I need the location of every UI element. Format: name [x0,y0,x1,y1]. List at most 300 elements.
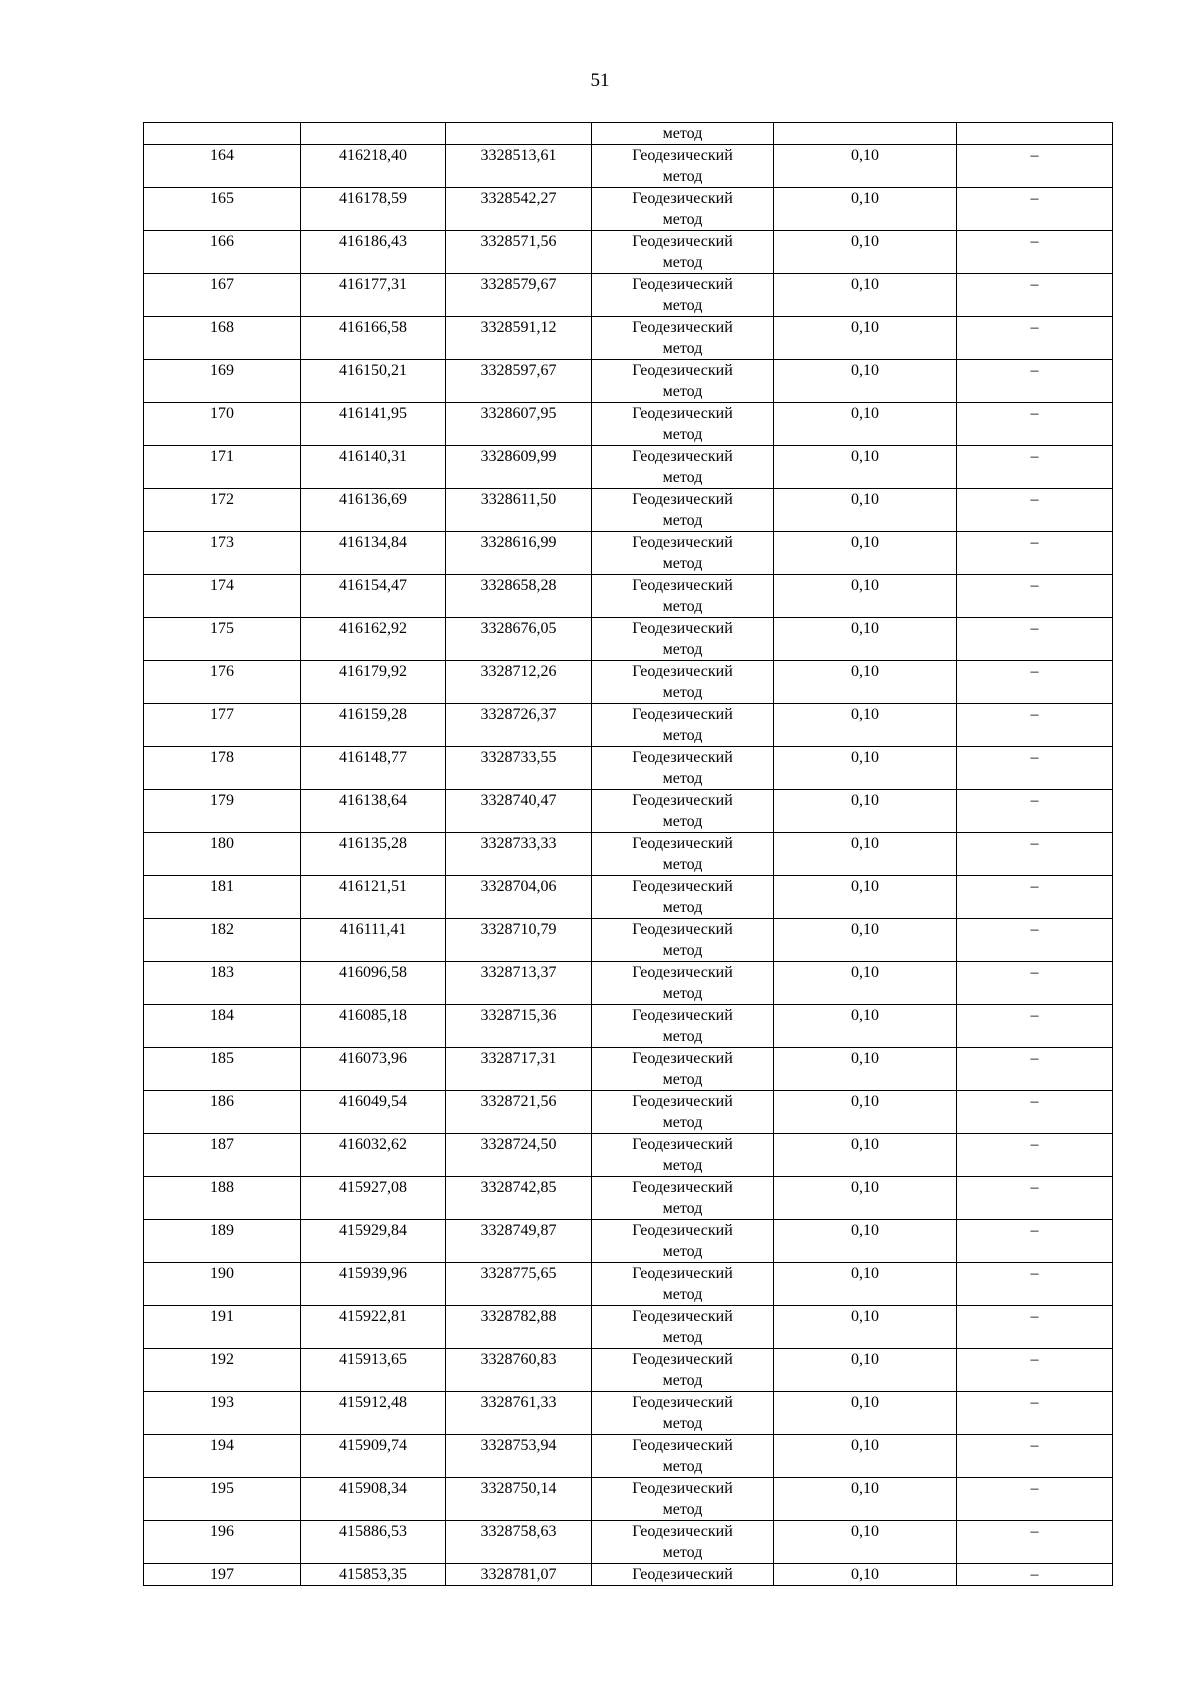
method-line-2: метод [662,1243,703,1260]
table-row [144,833,1113,876]
method-line-1: Геодезический [632,1007,733,1024]
cell-number: 195 [144,1478,301,1521]
cell-number: 194 [144,1435,301,1478]
cell-x: 415939,96 [301,1263,446,1306]
table-row [144,231,1113,274]
cell-method [592,1048,774,1091]
table-row [144,1048,1113,1091]
cell-method [592,747,774,790]
method-line-2: метод [662,1114,703,1131]
method-line-1: Геодезический [632,577,733,594]
method-line-2: метод [662,1501,703,1518]
cell-number [144,123,301,145]
cell-method [592,1220,774,1263]
cell-x: 416166,58 [301,317,446,360]
cell-method [592,489,774,532]
cell-x: 416134,84 [301,532,446,575]
cell-description: – [957,1177,1113,1220]
method-line-1: Геодезический [632,620,733,637]
cell-x: 416073,96 [301,1048,446,1091]
cell-precision: 0,10 [774,833,957,876]
method-line-1: Геодезический [632,706,733,723]
cell-number: 188 [144,1177,301,1220]
cell-y: 3328733,55 [446,747,592,790]
cell-number: 174 [144,575,301,618]
cell-method [592,1306,774,1349]
cell-precision: 0,10 [774,1349,957,1392]
cell-x: 416140,31 [301,446,446,489]
table-row [144,661,1113,704]
cell-y: 3328761,33 [446,1392,592,1435]
cell-y [446,123,592,145]
cell-number: 190 [144,1263,301,1306]
cell-precision: 0,10 [774,1177,957,1220]
method-line-1: Геодезический [632,1050,733,1067]
cell-description: – [957,317,1113,360]
cell-description: – [957,1048,1113,1091]
cell-description: – [957,1478,1113,1521]
cell-description: – [957,188,1113,231]
cell-y: 3328781,07 [446,1564,592,1586]
method-line-1: Геодезический [632,276,733,293]
cell-method [592,661,774,704]
cell-x: 416121,51 [301,876,446,919]
method-line-1: Геодезический [632,1222,733,1239]
cell-number: 182 [144,919,301,962]
method-line-1: Геодезический [632,147,733,164]
table-row [144,1134,1113,1177]
cell-description: – [957,876,1113,919]
cell-description: – [957,274,1113,317]
cell-description: – [957,1134,1113,1177]
cell-x: 416178,59 [301,188,446,231]
cell-precision: 0,10 [774,1521,957,1564]
method-line-2: метод [662,684,703,701]
cell-number: 187 [144,1134,301,1177]
cell-precision: 0,10 [774,1564,957,1586]
cell-precision: 0,10 [774,1435,957,1478]
table-row [144,1263,1113,1306]
cell-method [592,274,774,317]
cell-method [592,360,774,403]
cell-x: 416032,62 [301,1134,446,1177]
cell-method: метод [592,123,774,145]
table-row-continuation [144,123,1113,145]
method-line-1: Геодезический [632,964,733,981]
method-line-1: Геодезический [632,878,733,895]
cell-y: 3328740,47 [446,790,592,833]
cell-precision: 0,10 [774,446,957,489]
cell-method [592,446,774,489]
table-row [144,1177,1113,1220]
method-line-2: метод [662,168,703,185]
cell-y: 3328750,14 [446,1478,592,1521]
cell-precision: 0,10 [774,1392,957,1435]
cell-description: – [957,575,1113,618]
cell-method [592,1177,774,1220]
table-row [144,532,1113,575]
cell-method [592,1478,774,1521]
cell-precision: 0,10 [774,188,957,231]
cell-description [957,123,1113,145]
cell-number: 175 [144,618,301,661]
cell-number: 179 [144,790,301,833]
cell-number: 166 [144,231,301,274]
cell-precision: 0,10 [774,747,957,790]
cell-precision: 0,10 [774,618,957,661]
table-row [144,145,1113,188]
cell-description: – [957,919,1113,962]
table-row [144,274,1113,317]
method-line-1: Геодезический [632,1394,733,1411]
method-line-2: метод [662,856,703,873]
table-row [144,1564,1113,1586]
cell-precision: 0,10 [774,962,957,1005]
method-line-1: Геодезический [632,1265,733,1282]
cell-description: – [957,403,1113,446]
cell-number: 167 [144,274,301,317]
cell-y: 3328717,31 [446,1048,592,1091]
cell-precision: 0,10 [774,876,957,919]
cell-precision: 0,10 [774,1263,957,1306]
cell-method [592,1134,774,1177]
method-line-2: метод [662,1071,703,1088]
method-line-1: Геодезический [632,362,733,379]
cell-description: – [957,1005,1113,1048]
cell-precision: 0,10 [774,1306,957,1349]
cell-y: 3328571,56 [446,231,592,274]
cell-method [592,403,774,446]
cell-x: 416135,28 [301,833,446,876]
method-line-2: метод [662,1372,703,1389]
cell-description: – [957,231,1113,274]
method-line-1: Геодезический [632,1351,733,1368]
cell-description: – [957,1392,1113,1435]
table-row [144,1306,1113,1349]
method-line-1: Геодезический [632,663,733,680]
cell-description: – [957,360,1113,403]
cell-method [592,790,774,833]
cell-x: 416159,28 [301,704,446,747]
table-row [144,790,1113,833]
method-line-2: метод [662,1544,703,1561]
cell-precision: 0,10 [774,1048,957,1091]
cell-y: 3328542,27 [446,188,592,231]
cell-x: 415927,08 [301,1177,446,1220]
cell-description: – [957,747,1113,790]
table-row [144,1220,1113,1263]
cell-method [592,833,774,876]
cell-description: – [957,833,1113,876]
page-number: 51 [590,70,610,91]
method-line-2: метод [662,985,703,1002]
cell-y: 3328753,94 [446,1435,592,1478]
method-line-2: метод [662,383,703,400]
cell-number: 173 [144,532,301,575]
method-line-1: Геодезический [632,1136,733,1153]
cell-number: 180 [144,833,301,876]
cell-method [592,1435,774,1478]
cell-number: 176 [144,661,301,704]
cell-y: 3328721,56 [446,1091,592,1134]
method-line-1: Геодезический [632,319,733,336]
cell-precision: 0,10 [774,274,957,317]
cell-number: 184 [144,1005,301,1048]
cell-y: 3328611,50 [446,489,592,532]
cell-number: 191 [144,1306,301,1349]
cell-description: – [957,1521,1113,1564]
cell-number: 164 [144,145,301,188]
method-line-1: Геодезический [632,1480,733,1497]
cell-x: 415912,48 [301,1392,446,1435]
cell-y: 3328760,83 [446,1349,592,1392]
cell-x: 415913,65 [301,1349,446,1392]
cell-number: 171 [144,446,301,489]
cell-description: – [957,446,1113,489]
method-line-1: Геодезический [632,233,733,250]
cell-precision [774,123,957,145]
cell-y: 3328724,50 [446,1134,592,1177]
cell-description: – [957,661,1113,704]
method-line-2: метод [662,1329,703,1346]
cell-number: 197 [144,1564,301,1586]
cell-x: 416179,92 [301,661,446,704]
method-line-1: Геодезический [632,448,733,465]
cell-y: 3328607,95 [446,403,592,446]
method-line-2: метод [662,254,703,271]
cell-y: 3328713,37 [446,962,592,1005]
table-row [144,446,1113,489]
cell-precision: 0,10 [774,1091,957,1134]
method-line-2: метод [662,641,703,658]
cell-method [592,1349,774,1392]
table-row [144,360,1113,403]
method-line-2: метод [662,211,703,228]
cell-x: 416177,31 [301,274,446,317]
method-line-2: метод [662,1286,703,1303]
cell-method [592,704,774,747]
cell-x: 415922,81 [301,1306,446,1349]
method-line-1: Геодезический [632,1437,733,1454]
cell-method [592,575,774,618]
cell-x: 416049,54 [301,1091,446,1134]
cell-method [592,145,774,188]
cell-method [592,618,774,661]
cell-precision: 0,10 [774,360,957,403]
cell-number: 177 [144,704,301,747]
method-line-1: Геодезический [632,792,733,809]
cell-number: 181 [144,876,301,919]
method-line-2: метод [662,512,703,529]
table-row [144,188,1113,231]
table-row [144,575,1113,618]
table-row [144,876,1113,919]
method-line-1: Геодезический [632,534,733,551]
cell-number: 178 [144,747,301,790]
cell-method [592,1392,774,1435]
cell-method [592,317,774,360]
cell-description: – [957,1349,1113,1392]
cell-x: 416148,77 [301,747,446,790]
cell-x: 415909,74 [301,1435,446,1478]
method-line-2: метод [662,770,703,787]
cell-precision: 0,10 [774,919,957,962]
cell-y: 3328749,87 [446,1220,592,1263]
cell-y: 3328513,61 [446,145,592,188]
cell-number: 183 [144,962,301,1005]
cell-precision: 0,10 [774,661,957,704]
coordinates-table [143,122,1113,1586]
cell-description: – [957,1220,1113,1263]
method-line-1: Геодезический [632,1093,733,1110]
cell-precision: 0,10 [774,145,957,188]
cell-method [592,188,774,231]
cell-y: 3328704,06 [446,876,592,919]
cell-x: 416141,95 [301,403,446,446]
table-row [144,1521,1113,1564]
method-line-1: Геодезический [632,491,733,508]
cell-y: 3328597,67 [446,360,592,403]
cell-method [592,231,774,274]
method-line-2: метод [662,426,703,443]
cell-method [592,532,774,575]
cell-y: 3328591,12 [446,317,592,360]
cell-description: – [957,145,1113,188]
cell-y: 3328742,85 [446,1177,592,1220]
cell-number: 185 [144,1048,301,1091]
cell-x: 416150,21 [301,360,446,403]
cell-description: – [957,1435,1113,1478]
cell-x: 416096,58 [301,962,446,1005]
cell-x: 415886,53 [301,1521,446,1564]
method-line-2: метод [662,942,703,959]
cell-y: 3328710,79 [446,919,592,962]
table-row [144,1478,1113,1521]
cell-precision: 0,10 [774,1220,957,1263]
cell-y: 3328712,26 [446,661,592,704]
table-row [144,1005,1113,1048]
cell-number: 196 [144,1521,301,1564]
cell-description: – [957,532,1113,575]
cell-precision: 0,10 [774,575,957,618]
cell-precision: 0,10 [774,704,957,747]
cell-method [592,1005,774,1048]
cell-x: 416136,69 [301,489,446,532]
cell-number: 192 [144,1349,301,1392]
cell-y: 3328733,33 [446,833,592,876]
cell-method [592,919,774,962]
method-line-1: Геодезический [632,749,733,766]
cell-y: 3328715,36 [446,1005,592,1048]
cell-description: – [957,1091,1113,1134]
method-line-2: метод [662,598,703,615]
table-row [144,747,1113,790]
method-line-2: метод [662,1157,703,1174]
cell-precision: 0,10 [774,1005,957,1048]
cell-description: – [957,618,1113,661]
cell-method [592,1263,774,1306]
cell-x: 416138,64 [301,790,446,833]
method-line-2: метод [662,1415,703,1432]
cell-description: – [957,1306,1113,1349]
cell-method [592,1521,774,1564]
table-row [144,1091,1113,1134]
cell-y: 3328609,99 [446,446,592,489]
table-row [144,704,1113,747]
method-line-2: метод [662,899,703,916]
cell-number: 168 [144,317,301,360]
cell-x [301,123,446,145]
cell-y: 3328579,67 [446,274,592,317]
table-row [144,919,1113,962]
cell-precision: 0,10 [774,1478,957,1521]
cell-number: 189 [144,1220,301,1263]
cell-description: – [957,489,1113,532]
cell-y: 3328726,37 [446,704,592,747]
cell-y: 3328775,65 [446,1263,592,1306]
method-line-1: Геодезический [632,190,733,207]
cell-description: – [957,1564,1113,1586]
cell-x: 416218,40 [301,145,446,188]
cell-description: – [957,1263,1113,1306]
table-row [144,1435,1113,1478]
cell-y: 3328758,63 [446,1521,592,1564]
method-line-1: Геодезический [632,1523,733,1540]
method-line-2: метод [662,727,703,744]
cell-method [592,962,774,1005]
cell-x: 416154,47 [301,575,446,618]
cell-x: 415908,34 [301,1478,446,1521]
cell-x: 415853,35 [301,1564,446,1586]
cell-precision: 0,10 [774,790,957,833]
cell-number: 170 [144,403,301,446]
cell-method: Геодезический [592,1564,774,1586]
table-row [144,618,1113,661]
cell-number: 165 [144,188,301,231]
cell-precision: 0,10 [774,532,957,575]
cell-x: 416111,41 [301,919,446,962]
table-row [144,403,1113,446]
method-line-2: метод [662,297,703,314]
cell-precision: 0,10 [774,489,957,532]
method-line-1: Геодезический [632,921,733,938]
table-row [144,317,1113,360]
cell-method [592,876,774,919]
method-line-2: метод [662,1458,703,1475]
cell-number: 172 [144,489,301,532]
cell-x: 416085,18 [301,1005,446,1048]
table-row [144,1349,1113,1392]
method-line-1: Геодезический [632,835,733,852]
cell-precision: 0,10 [774,231,957,274]
table-row [144,962,1113,1005]
cell-method [592,1091,774,1134]
method-line-1: Геодезический [632,1179,733,1196]
cell-description: – [957,962,1113,1005]
cell-y: 3328658,28 [446,575,592,618]
cell-y: 3328782,88 [446,1306,592,1349]
method-line-2: метод [662,469,703,486]
method-line-2: метод [662,1028,703,1045]
cell-description: – [957,790,1113,833]
cell-number: 186 [144,1091,301,1134]
table-row [144,489,1113,532]
method-line-2: метод [662,1200,703,1217]
cell-number: 193 [144,1392,301,1435]
method-line-2: метод [662,340,703,357]
cell-y: 3328676,05 [446,618,592,661]
cell-precision: 0,10 [774,1134,957,1177]
